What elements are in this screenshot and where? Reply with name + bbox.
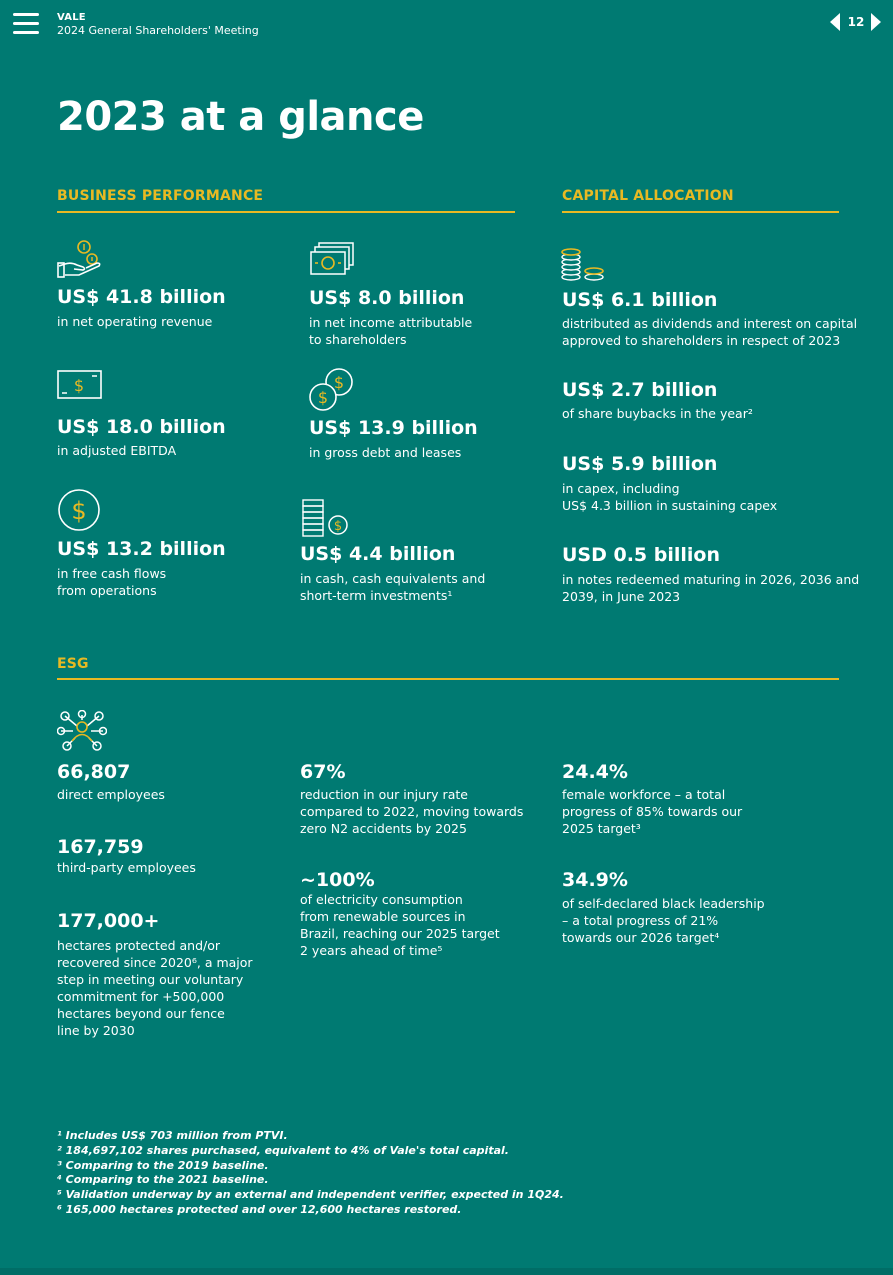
metric-description: in capex, including US$ 4.3 billion in sustaining capex [562,481,778,513]
metric-value: US$ 4.4 billion [300,543,456,565]
bottom-band [0,1268,893,1275]
esg-description: of electricity consumption from renewable sources in Brazil, reaching our 2025 target 2 years ahead of time⁵ [300,892,500,958]
metric-value: US$ 5.9 billion [562,453,718,475]
section-esg: ESG [57,656,89,672]
metric-description: in net income attributable to shareholders [309,315,473,347]
esg-value: 24.4% [562,761,628,783]
page-title: 2023 at a glance [57,94,424,140]
metric-value: US$ 6.1 billion [562,289,718,311]
banknotes-icon [309,242,355,276]
metric-value: US$ 2.7 billion [562,379,718,401]
people-network-icon [57,710,107,752]
esg-value: 66,807 [57,761,131,783]
esg-value: 167,759 [57,836,144,858]
metric-description: in free cash flows from operations [57,566,167,598]
metric-description: distributed as dividends and interest on capital approved to shareholders in respect of 2023 [562,316,858,348]
coin-stack-icon [300,498,350,538]
footnote: ³ Comparing to the 2019 baseline. [57,1158,269,1172]
next-page-icon[interactable] [871,13,881,31]
hand-coins-icon [57,240,103,278]
esg-description: of self-declared black leadership – a total progress of 21% towards our 2026 target⁴ [562,896,765,945]
section-capital-allocation: CAPITAL ALLOCATION [562,188,734,204]
section-business-performance: BUSINESS PERFORMANCE [57,188,264,204]
metric-description: in adjusted EBITDA [57,443,177,458]
footnote: ¹ Includes US$ 703 million from PTVI. [57,1129,288,1142]
section-divider [57,678,839,680]
brand-name: VALE [57,12,86,23]
metric-description: in gross debt and leases [309,445,462,460]
esg-value: ~100% [300,869,375,891]
esg-value: 177,000+ [57,910,160,932]
metric-description: of share buybacks in the year² [562,406,753,421]
footnotes [57,1129,564,1218]
svg-text:$: $ [317,388,329,407]
banknote-icon [57,370,103,400]
footnote: ² 184,697,102 shares purchased, equivalent to 4% of Vale's total capital. [57,1143,509,1157]
svg-text:$: $ [73,376,85,395]
esg-value: 67% [300,761,346,783]
metric-value: USD 0.5 billion [562,544,721,566]
footnote: ⁵ Validation underway by an external and independent verifier, expected in 1Q24. [57,1188,564,1202]
esg-description: direct employees [57,787,165,802]
metric-description: in cash, cash equivalents and short-term investments¹ [300,571,486,603]
esg-value: 34.9% [562,869,628,891]
svg-text:$: $ [71,497,87,525]
page-number: 12 [847,15,865,29]
metric-value: US$ 8.0 billion [309,287,465,309]
metric-value: US$ 18.0 billion [57,416,226,438]
metric-description: in net operating revenue [57,314,213,329]
esg-description: third-party employees [57,860,196,875]
dollar-circle-icon [57,489,103,533]
esg-description: reduction in our injury rate compared to 2022, moving towards zero N2 accidents by 2025 [300,787,524,836]
footnote: ⁶ 165,000 hectares protected and over 12,600 hectares restored. [57,1202,462,1216]
menu-icon[interactable] [13,13,39,35]
metric-value: US$ 13.2 billion [57,538,226,560]
svg-text:$: $ [333,373,345,392]
esg-description: hectares protected and/or recovered since 2020⁶, a major step in meeting our voluntary commitment for +500,000 hectares beyond our fence line by 2030 [57,938,253,1038]
esg-description: female workforce – a total progress of 85% towards our 2025 target³ [562,787,743,836]
document-subtitle: 2024 General Shareholders' Meeting [57,24,259,37]
footnote: ⁴ Comparing to the 2021 baseline. [57,1173,269,1187]
section-divider [562,211,839,213]
coin-stacks-icon [561,246,607,282]
metric-description: in notes redeemed maturing in 2026, 2036 and 2039, in June 2023 [562,572,860,604]
metric-value: US$ 13.9 billion [309,417,478,439]
svg-text:$: $ [333,519,343,534]
previous-page-icon[interactable] [830,13,840,31]
metric-value: US$ 41.8 billion [57,286,226,308]
two-coins-icon [309,366,355,412]
section-divider [57,211,515,213]
